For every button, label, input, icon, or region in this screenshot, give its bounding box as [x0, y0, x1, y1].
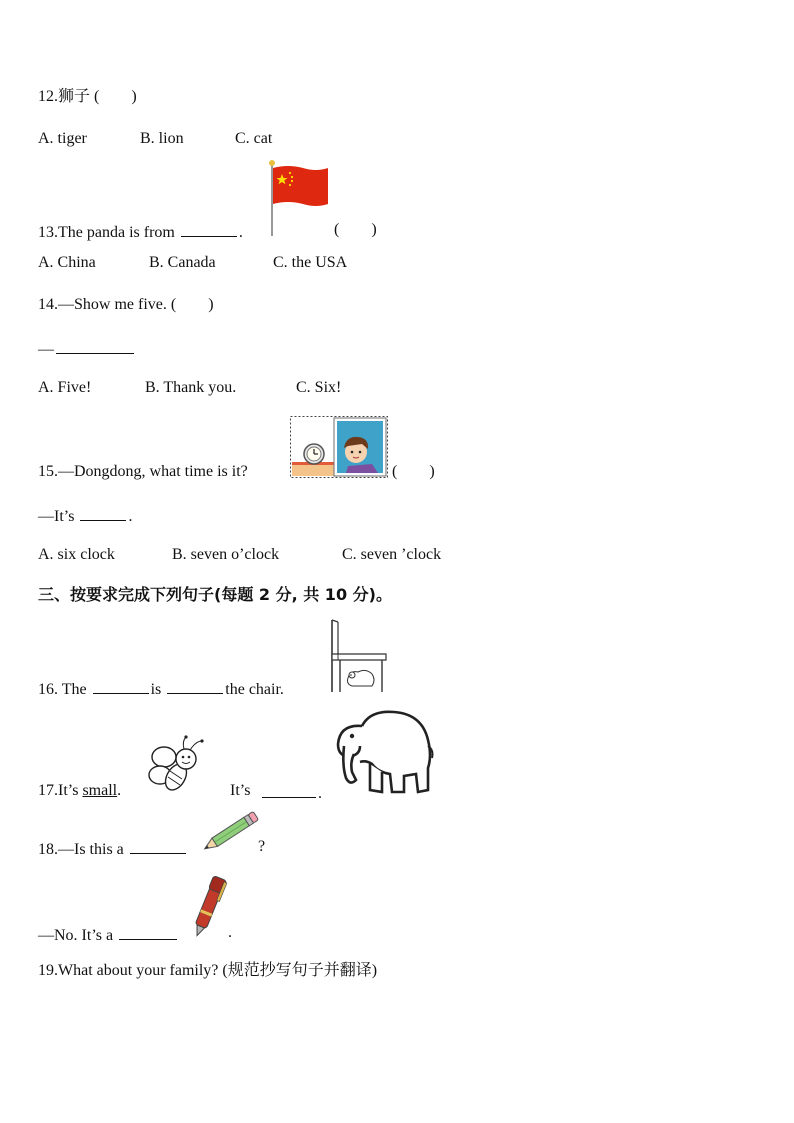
q18-question-mark: ? — [258, 838, 266, 855]
q12-option-b: B. lion — [140, 130, 184, 147]
dog-under-chair-image — [326, 618, 388, 694]
pen-image — [188, 872, 230, 940]
q18-number: 18. — [38, 841, 58, 858]
q14-dash: — — [38, 341, 54, 358]
q15-options — [38, 545, 442, 565]
q15-number: 15. — [38, 463, 58, 480]
q17-number: 17. — [38, 782, 58, 799]
q13-option-b: B. Canada — [149, 254, 216, 271]
q12-paren: ( ) — [94, 88, 137, 105]
q14-question — [38, 295, 214, 315]
q13-answer-blank[interactable] — [181, 220, 237, 237]
q19-number: 19. — [38, 962, 58, 979]
pencil-image — [196, 810, 262, 856]
q17-part1: It’s — [58, 782, 79, 799]
q15-answer-prefix: —It’s — [38, 508, 75, 525]
q18-question-blank[interactable] — [130, 837, 186, 854]
q14-text: —Show me five. — [58, 296, 167, 313]
q18-answer-blank[interactable] — [119, 923, 177, 940]
q15-answer-blank[interactable] — [80, 504, 126, 521]
q13-options — [38, 253, 348, 273]
q12-option-c: C. cat — [235, 130, 273, 147]
q15-question — [38, 462, 435, 482]
q15-option-b: B. seven o’clock — [172, 546, 280, 563]
q13-option-c: C. the USA — [273, 254, 348, 271]
q15-period: . — [128, 508, 133, 525]
q17-question — [38, 781, 322, 802]
q18-question-prefix: —Is this a — [58, 841, 124, 858]
q18-answer-period: . — [228, 924, 232, 941]
q12-text: 狮子 — [58, 88, 91, 105]
q12-option-a: A. tiger — [38, 130, 87, 147]
q13-number: 13. — [38, 224, 58, 241]
q16-blank-1[interactable] — [93, 677, 149, 694]
q14-paren: ( ) — [170, 296, 214, 313]
q16-number: 16. — [38, 681, 58, 698]
q15-option-a: A. six clock — [38, 546, 115, 563]
q17-answer-blank[interactable] — [262, 781, 316, 798]
q19-question — [38, 961, 377, 981]
q17-underlined-word: small — [82, 782, 118, 799]
q17-period: . — [318, 785, 322, 802]
q18-answer-prefix: —No. It’s a — [38, 927, 114, 944]
q17-part2: . — [117, 782, 122, 799]
section-3-title: 三、按要求完成下列句子(每题 2 分, 共 10 分)。 — [38, 585, 392, 604]
elephant-image — [332, 706, 434, 798]
q14-answer — [38, 337, 136, 360]
q17-part3: It’s — [230, 782, 251, 799]
q12-options — [38, 129, 273, 149]
q15-paren: ( ) — [392, 463, 435, 480]
q14-option-c: C. Six! — [296, 379, 342, 396]
q15-answer — [38, 504, 132, 527]
q19-instruction: (规范抄写句子并翻译) — [222, 962, 378, 979]
q13-option-a: A. China — [38, 254, 96, 271]
q16-blank-2[interactable] — [167, 677, 223, 694]
q13-text: The panda is from — [58, 224, 175, 241]
q16-part2: is — [150, 681, 162, 698]
q18-answer — [38, 923, 232, 946]
chinese-flag-image — [268, 160, 330, 238]
q14-answer-blank[interactable] — [56, 337, 134, 354]
q14-option-a: A. Five! — [38, 379, 92, 396]
q17-blank-group — [260, 781, 322, 804]
q14-option-b: B. Thank you. — [145, 379, 237, 396]
q16-part3: the chair. — [225, 681, 284, 698]
q18-question — [38, 837, 266, 860]
clock-and-boy-image — [290, 416, 388, 478]
q19-text: What about your family? — [58, 962, 219, 979]
q14-options — [38, 378, 342, 398]
bee-image — [146, 735, 208, 795]
q12-question — [38, 87, 137, 107]
q15-text: —Dongdong, what time is it? — [58, 463, 248, 480]
q15-option-c: C. seven ’clock — [342, 546, 442, 563]
q16-part1: The — [61, 681, 87, 698]
q14-number: 14. — [38, 296, 58, 313]
q16-question — [38, 677, 284, 700]
q12-number: 12. — [38, 88, 58, 105]
q13-period: . — [238, 224, 243, 241]
q13-question — [38, 220, 377, 243]
q13-paren: ( ) — [334, 221, 377, 238]
